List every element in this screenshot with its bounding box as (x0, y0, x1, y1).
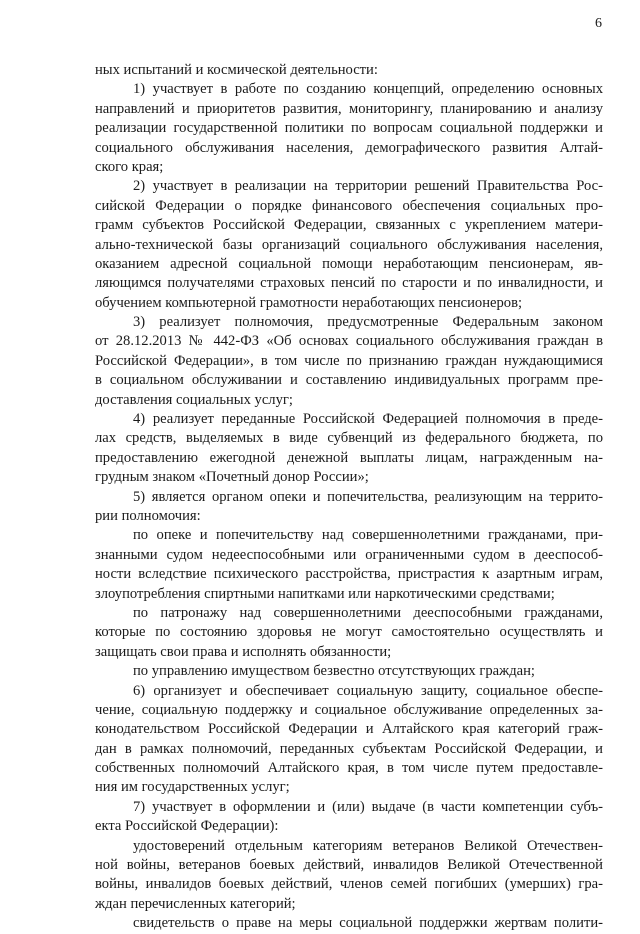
text-line: доставления социальных услуг; (95, 391, 293, 408)
text-line: по патронажу над совершеннолетними дееспособными гражданами, (133, 604, 603, 621)
text-line: дан в рамках полномочий, переданных субъектам Российской Федерации, и (95, 740, 603, 757)
text-line: по опеке и попечительству над совершеннолетними гражданами, при- (133, 527, 603, 544)
text-line: 5) является органом опеки и попечительства, реализующим на террито- (133, 488, 603, 505)
text-line: чение, социальную поддержку и социальное обслуживание определенных за- (95, 701, 603, 718)
text-line: лах средств, выделяемых в виде субвенций из федерального бюджета, по (95, 430, 603, 447)
text-line: которые по состоянию здоровья не могут самостоятельно осуществлять и (95, 624, 603, 641)
text-line: оказанием адресной социальной помощи неработающим пенсионерам, яв- (95, 255, 603, 272)
text-line: ского края; (95, 158, 164, 175)
text-line: ально-технической базы организаций социального обслуживания населения, (95, 236, 603, 253)
text-line: свидетельств о праве на меры социальной поддержки жертвам полити- (133, 915, 603, 932)
text-line: ности вследствие психического расстройства, пристрастия к азартным играм, (95, 566, 603, 583)
text-line: конодательством Российской Федерации и Алтайского края категорий граж- (95, 721, 603, 738)
text-line: Российской Федерации», в том числе по признанию граждан нуждающимися (95, 352, 603, 369)
text-line: направлений и приоритетов развития, мониторингу, планированию и анализу (95, 100, 603, 117)
text-line: грудным знаком «Почетный донор России»; (95, 469, 369, 486)
text-line: грамм субъектов Российской Федерации, связанных с укреплением матери- (95, 217, 603, 234)
text-line: реализации государственной политики по вопросам социальной поддержки и (95, 120, 603, 137)
text-line: 1) участвует в работе по созданию концепций, определению основных (133, 81, 603, 98)
text-line: предоставлению ежегодной денежной выплаты лицам, награжденным на- (95, 449, 603, 466)
text-line: в социальном обслуживании и составлению индивидуальных программ пре- (95, 372, 603, 389)
text-line: ния им государственных услуг; (95, 779, 290, 796)
text-line: злоупотребления спиртными напитками или наркотическими средствами; (95, 585, 555, 602)
text-line: 2) участвует в реализации на территории решений Правительства Рос- (133, 178, 603, 195)
text-line: сийской Федерации о порядке финансового обеспечения социальных про- (95, 197, 603, 214)
text-line: войны, инвалидов боевых действий, членов семей погибших (умерших) гра- (95, 876, 603, 893)
text-line: обучением компьютерной грамотности неработающих пенсионеров; (95, 294, 523, 311)
page-number: 6 (595, 16, 602, 31)
text-line: рии полномочия: (95, 507, 201, 524)
text-line: ной войны, ветеранов боевых действий, инвалидов Великой Отечественной (95, 857, 603, 874)
text-line: 6) организует и обеспечивает социальную защиту, социальное обеспе- (133, 682, 603, 699)
text-line: 3) реализует полномочия, предусмотренные Федеральным законом (133, 314, 603, 331)
text-line: знанными судом недееспособными или ограниченными судом в дееспособ- (95, 546, 603, 563)
text-line: защищать свои права и исполнять обязанности; (95, 643, 392, 660)
text-line: от 28.12.2013 № 442-ФЗ «Об основах социального обслуживания граждан в (95, 333, 603, 350)
text-line: по управлению имуществом безвестно отсутствующих граждан; (133, 663, 535, 680)
text-line: 7) участвует в оформлении и (или) выдаче (в части компетенции субъ- (133, 798, 603, 815)
text-line: екта Российской Федерации): (95, 818, 279, 835)
text-line: ных испытаний и космической деятельности: (95, 62, 378, 78)
text-line: собственных полномочий Алтайского края, в том числе путем предоставле- (95, 760, 603, 777)
body-text (95, 61, 603, 934)
text-line: удостоверений отдельным категориям ветеранов Великой Отечествен- (133, 837, 603, 854)
text-line: ждан перечисленных категорий; (95, 895, 296, 912)
text-line: ляющимся получателями страховых пенсий по старости и по инвалидности, и (95, 275, 603, 292)
text-line: социального обслуживания населения, демографического развития Алтай- (95, 139, 603, 156)
text-line: 4) реализует переданные Российской Федерацией полномочия в преде- (133, 411, 603, 428)
